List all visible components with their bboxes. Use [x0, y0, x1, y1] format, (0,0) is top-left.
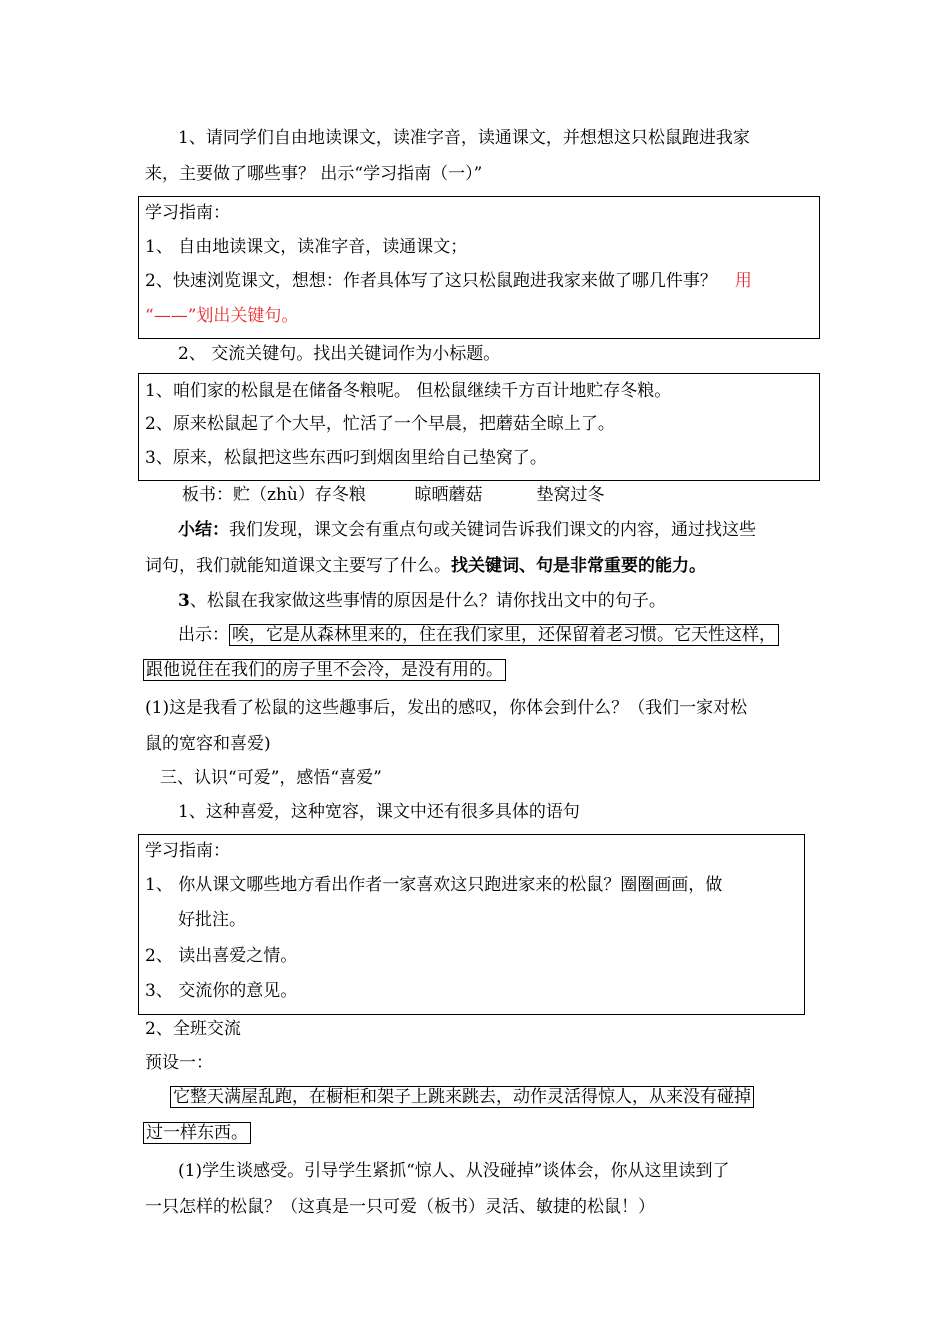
- summary-line: 词句，我们就能知道课文主要写了什么。找关键词、句是非常重要的能力。: [145, 556, 706, 576]
- section-heading: 三、认识“可爱”，感悟“喜爱”: [160, 768, 382, 788]
- paragraph-line: (1)这是我看了松鼠的这些趣事后，发出的感叹，你体会到什么？（我们一家对松: [145, 698, 748, 718]
- paragraph-line: 预设一：: [145, 1053, 213, 1073]
- paragraph-line: 一只怎样的松鼠？（这真是一只可爱（板书）灵活、敏捷的松鼠！）: [145, 1197, 655, 1217]
- key-sentence: 2、原来松鼠起了个大早，忙活了一个早晨，把蘑菇全晾上了。: [145, 414, 615, 434]
- paragraph-line: 1、这种喜爱，这种宽容，课文中还有很多具体的语句: [178, 802, 580, 822]
- guide-item: 1、 你从课文哪些地方看出作者一家喜欢这只跑进家来的松鼠？圈圈画画，做: [145, 875, 723, 895]
- guide-title: 学习指南：: [145, 841, 230, 861]
- summary-line: 小结：我们发现，课文会有重点句或关键词告诉我们课文的内容，通过找这些: [178, 520, 756, 540]
- quote-line: 它整天满屋乱跑，在橱柜和架子上跳来跳去，动作灵活得惊人，从来没有碰掉: [170, 1086, 754, 1108]
- guide-item: 2、 读出喜爱之情。: [145, 946, 298, 966]
- board-writing: 板书：贮（zhù）存冬粮 晾晒蘑菇 垫窝过冬: [182, 485, 605, 505]
- paragraph-line: 1、请同学们自由地读课文，读准字音，读通课文，并想想这只松鼠跑进我家: [178, 128, 750, 148]
- paragraph-line: 来，主要做了哪些事？ 出示“学习指南（一）”: [145, 164, 483, 184]
- paragraph-line: (1)学生谈感受。引导学生紧抓“惊人、从没碰掉”谈体会，你从这里读到了: [178, 1161, 730, 1181]
- quote-line: 过一样东西。: [143, 1122, 251, 1144]
- key-sentence: 1、咱们家的松鼠是在储备冬粮呢。 但松鼠继续千方百计地贮存冬粮。: [145, 381, 672, 401]
- guide-item: 3、 交流你的意见。: [145, 981, 298, 1001]
- guide-item-red: “——”划出关键句。: [145, 306, 299, 326]
- key-sentence: 3、原来，松鼠把这些东西叼到烟囱里给自己垫窝了。: [145, 448, 547, 468]
- question-line: 3、松鼠在我家做这些事情的原因是什么？请你找出文中的句子。: [178, 591, 666, 611]
- paragraph-line: 2、全班交流: [145, 1019, 241, 1039]
- show-quote-line: 跟他说住在我们的房子里不会冷，是没有用的。: [143, 659, 506, 681]
- paragraph-line: 鼠的宽容和喜爱): [145, 734, 271, 754]
- guide-item: 好批注。: [178, 910, 246, 930]
- guide-title: 学习指南：: [145, 203, 230, 223]
- paragraph-line: 2、 交流关键句。找出关键词作为小标题。: [178, 344, 501, 364]
- guide-item: 2、快速浏览课文，想想：作者具体写了这只松鼠跑进我家来做了哪几件事？ 用: [145, 271, 752, 291]
- guide-item: 1、 自由地读课文，读准字音，读通课文；: [145, 237, 468, 257]
- show-quote-line: 出示： 唉，它是从森林里来的，住在我们家里，还保留着老习惯。它天性这样，: [178, 624, 779, 646]
